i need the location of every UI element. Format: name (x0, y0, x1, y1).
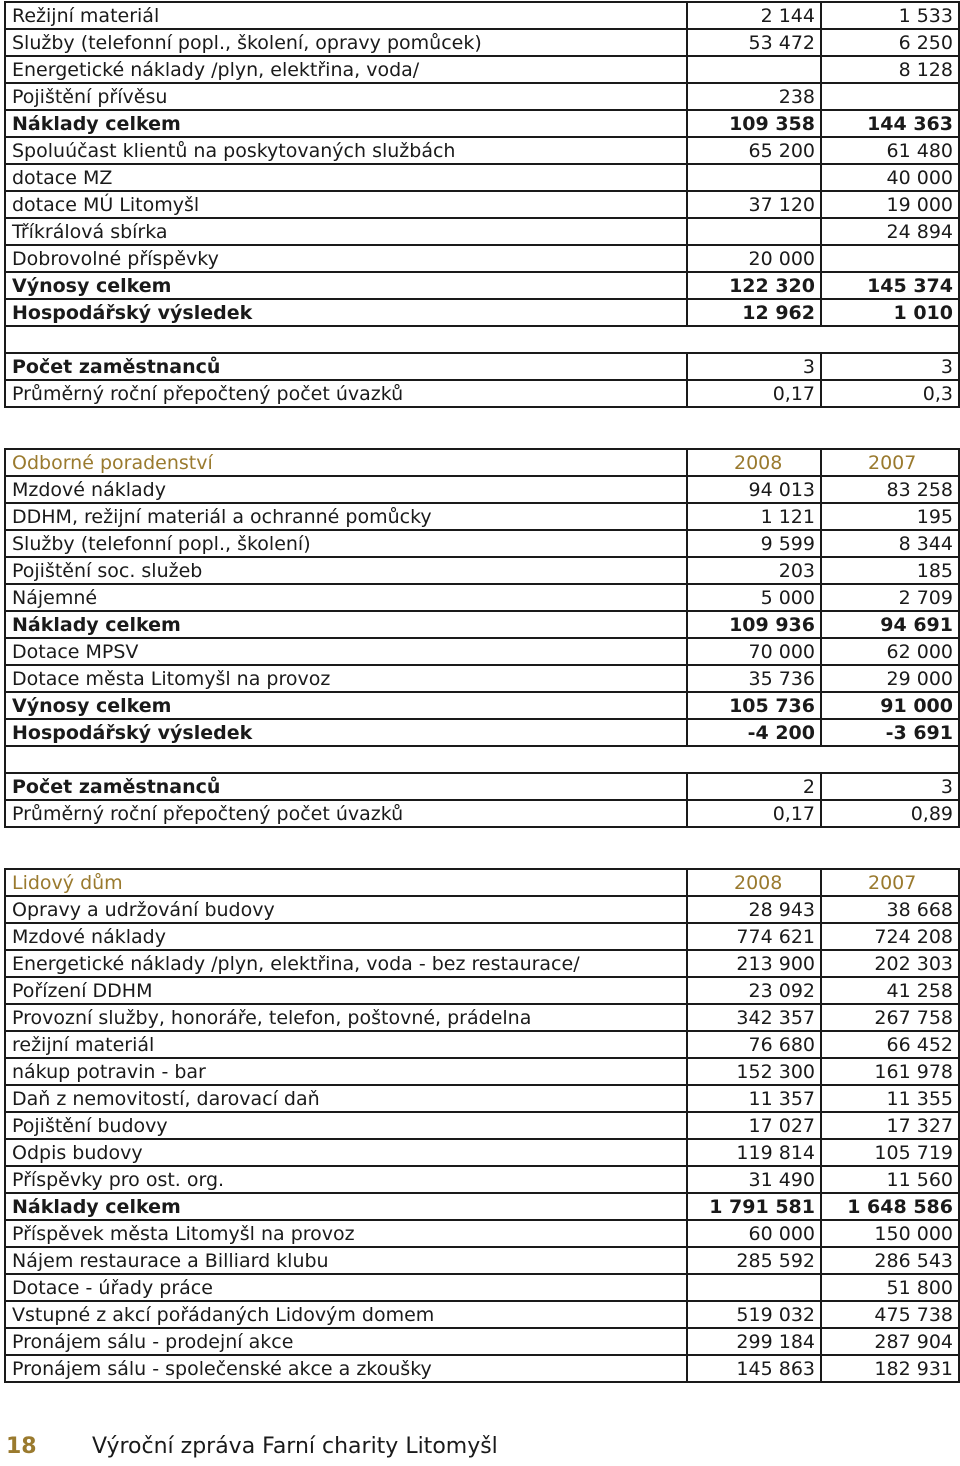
value-2008 (687, 164, 821, 191)
table-row (5, 530, 959, 557)
value-2007: 94 691 (821, 611, 959, 638)
value-2008: 285 592 (687, 1247, 821, 1274)
value-2008: 213 900 (687, 950, 821, 977)
value-2008: 53 472 (687, 29, 821, 56)
value-2007 (821, 83, 959, 110)
table-row (5, 923, 959, 950)
row-label: Režijní materiál (5, 2, 687, 29)
table-row (5, 1112, 959, 1139)
table-row (5, 110, 959, 137)
row-label: Provozní služby, honoráře, telefon, poštovné, prádelna (5, 1004, 687, 1031)
value-2007: 8 128 (821, 56, 959, 83)
value-2008: 238 (687, 83, 821, 110)
row-label: Průměrný roční přepočtený počet úvazků (5, 800, 687, 827)
value-2007: 161 978 (821, 1058, 959, 1085)
table-row (5, 1355, 959, 1382)
staff-summary (5, 326, 959, 407)
value-2007: 6 250 (821, 29, 959, 56)
value-2007: 8 344 (821, 530, 959, 557)
row-label: Energetické náklady /plyn, elektřina, voda - bez restaurace/ (5, 950, 687, 977)
value-2008: 70 000 (687, 638, 821, 665)
table-body (5, 476, 959, 746)
value-2007: 38 668 (821, 896, 959, 923)
table-row (5, 272, 959, 299)
row-label: Opravy a udržování budovy (5, 896, 687, 923)
row-label: Příspěvky pro ost. org. (5, 1166, 687, 1193)
row-label: DDHM, režijní materiál a ochranné pomůcky (5, 503, 687, 530)
row-label: Průměrný roční přepočtený počet úvazků (5, 380, 687, 407)
value-2008: 145 863 (687, 1355, 821, 1382)
value-2008: 299 184 (687, 1328, 821, 1355)
value-2007: 195 (821, 503, 959, 530)
publication-title: Výroční zpráva Farní charity Litomyšl (92, 1434, 498, 1459)
value-2008: 119 814 (687, 1139, 821, 1166)
value-2007: 3 (821, 773, 959, 800)
row-label: Daň z nemovitostí, darovací daň (5, 1085, 687, 1112)
value-2007: 24 894 (821, 218, 959, 245)
value-2007: 83 258 (821, 476, 959, 503)
table-row (5, 896, 959, 923)
value-2008: 37 120 (687, 191, 821, 218)
row-label: Pořízení DDHM (5, 977, 687, 1004)
table-row (5, 218, 959, 245)
table-row (5, 1247, 959, 1274)
value-2008: 0,17 (687, 380, 821, 407)
row-label: Spoluúčast klientů na poskytovaných službách (5, 137, 687, 164)
value-2007: 475 738 (821, 1301, 959, 1328)
table-row (5, 1058, 959, 1085)
table-row (5, 584, 959, 611)
row-label: Mzdové náklady (5, 476, 687, 503)
value-2008: 774 621 (687, 923, 821, 950)
row-label: Počet zaměstnanců (5, 353, 687, 380)
value-2008: 11 357 (687, 1085, 821, 1112)
table-row (5, 977, 959, 1004)
table-row (5, 503, 959, 530)
value-2008: 17 027 (687, 1112, 821, 1139)
row-label: Nájem restaurace a Billiard klubu (5, 1247, 687, 1274)
table-row (5, 164, 959, 191)
value-2008: 5 000 (687, 584, 821, 611)
table-row (5, 638, 959, 665)
table-body (5, 2, 959, 326)
value-2008: 65 200 (687, 137, 821, 164)
value-2007: 1 533 (821, 2, 959, 29)
value-2007: 202 303 (821, 950, 959, 977)
table-row (5, 83, 959, 110)
value-2008: 105 736 (687, 692, 821, 719)
table-row (5, 191, 959, 218)
table-row (5, 1328, 959, 1355)
value-2008: 28 943 (687, 896, 821, 923)
value-2008: 342 357 (687, 1004, 821, 1031)
row-label: Výnosy celkem (5, 692, 687, 719)
row-label: Počet zaměstnanců (5, 773, 687, 800)
table-row (5, 1166, 959, 1193)
value-2007: 41 258 (821, 977, 959, 1004)
value-2007: 182 931 (821, 1355, 959, 1382)
row-label: Dotace - úřady práce (5, 1274, 687, 1301)
year-2008-header: 2008 (687, 449, 821, 476)
row-label: Hospodářský výsledek (5, 719, 687, 746)
table-row (5, 245, 959, 272)
table-row (5, 1004, 959, 1031)
table-row (5, 719, 959, 746)
value-2007: 17 327 (821, 1112, 959, 1139)
value-2008: 3 (687, 353, 821, 380)
row-label: Odpis budovy (5, 1139, 687, 1166)
value-2007: 105 719 (821, 1139, 959, 1166)
value-2008: 2 144 (687, 2, 821, 29)
row-label: Dotace města Litomyšl na provoz (5, 665, 687, 692)
value-2007: 144 363 (821, 110, 959, 137)
row-label: Náklady celkem (5, 1193, 687, 1220)
table-lidovy-dum (4, 868, 960, 1383)
row-label: Energetické náklady /plyn, elektřina, voda/ (5, 56, 687, 83)
value-2007: 267 758 (821, 1004, 959, 1031)
value-2007: 66 452 (821, 1031, 959, 1058)
value-2007: 185 (821, 557, 959, 584)
table-row (5, 353, 959, 380)
table-row (5, 137, 959, 164)
row-label: dotace MZ (5, 164, 687, 191)
value-2008: 31 490 (687, 1166, 821, 1193)
table-row (5, 1274, 959, 1301)
table-row (5, 1085, 959, 1112)
staff-summary (5, 746, 959, 827)
spacer-row (5, 746, 959, 773)
value-2007: -3 691 (821, 719, 959, 746)
value-2008: 60 000 (687, 1220, 821, 1247)
value-2008: 9 599 (687, 530, 821, 557)
value-2008: 1 791 581 (687, 1193, 821, 1220)
value-2008: 152 300 (687, 1058, 821, 1085)
value-2007: 0,3 (821, 380, 959, 407)
value-2007: 1 010 (821, 299, 959, 326)
value-2007: 11 355 (821, 1085, 959, 1112)
value-2007: 0,89 (821, 800, 959, 827)
spacer-cell (5, 746, 959, 773)
value-2008 (687, 218, 821, 245)
row-label: Dotace MPSV (5, 638, 687, 665)
value-2008: 122 320 (687, 272, 821, 299)
section-header-row (5, 869, 959, 896)
value-2008: 109 358 (687, 110, 821, 137)
row-label: Pojištění soc. služeb (5, 557, 687, 584)
row-label: Pojištění budovy (5, 1112, 687, 1139)
row-label: Mzdové náklady (5, 923, 687, 950)
row-label: Výnosy celkem (5, 272, 687, 299)
row-label: nákup potravin - bar (5, 1058, 687, 1085)
row-label: Služby (telefonní popl., školení) (5, 530, 687, 557)
row-label: Hospodářský výsledek (5, 299, 687, 326)
value-2008: 0,17 (687, 800, 821, 827)
value-2007: 29 000 (821, 665, 959, 692)
value-2007: 145 374 (821, 272, 959, 299)
table-row (5, 1031, 959, 1058)
year-2007-header: 2007 (821, 869, 959, 896)
row-label: Pronájem sálu - společenské akce a zkoušky (5, 1355, 687, 1382)
value-2007: 150 000 (821, 1220, 959, 1247)
row-label: režijní materiál (5, 1031, 687, 1058)
table-row (5, 611, 959, 638)
table-row (5, 1193, 959, 1220)
table-row (5, 299, 959, 326)
section-title: Odborné poradenství (5, 449, 687, 476)
table-row (5, 380, 959, 407)
table-odborne-poradenstvi (4, 448, 960, 828)
value-2008 (687, 1274, 821, 1301)
value-2008: 1 121 (687, 503, 821, 530)
row-label: Nájemné (5, 584, 687, 611)
value-2007: 286 543 (821, 1247, 959, 1274)
value-2008: 2 (687, 773, 821, 800)
value-2007: 40 000 (821, 164, 959, 191)
value-2008: 94 013 (687, 476, 821, 503)
spacer-row (5, 326, 959, 353)
row-label: Dobrovolné příspěvky (5, 245, 687, 272)
table-row (5, 1301, 959, 1328)
table-row (5, 1139, 959, 1166)
table-row (5, 773, 959, 800)
year-2007-header: 2007 (821, 449, 959, 476)
value-2008: 519 032 (687, 1301, 821, 1328)
row-label: dotace MÚ Litomyšl (5, 191, 687, 218)
value-2008: 20 000 (687, 245, 821, 272)
value-2007: 51 800 (821, 1274, 959, 1301)
value-2007: 2 709 (821, 584, 959, 611)
spacer-cell (5, 326, 959, 353)
row-label: Služby (telefonní popl., školení, opravy pomůcek) (5, 29, 687, 56)
table-row (5, 800, 959, 827)
value-2008: 12 962 (687, 299, 821, 326)
table-row (5, 557, 959, 584)
row-label: Vstupné z akcí pořádaných Lidovým domem (5, 1301, 687, 1328)
value-2008: -4 200 (687, 719, 821, 746)
table-row (5, 29, 959, 56)
value-2007 (821, 245, 959, 272)
row-label: Pronájem sálu - prodejní akce (5, 1328, 687, 1355)
table-body (5, 896, 959, 1382)
value-2007: 3 (821, 353, 959, 380)
year-2008-header: 2008 (687, 869, 821, 896)
value-2007: 287 904 (821, 1328, 959, 1355)
value-2007: 724 208 (821, 923, 959, 950)
page-number: 18 (6, 1434, 37, 1459)
row-label: Tříkrálová sbírka (5, 218, 687, 245)
table-row (5, 692, 959, 719)
value-2007: 1 648 586 (821, 1193, 959, 1220)
row-label: Pojištění přívěsu (5, 83, 687, 110)
section-title: Lidový dům (5, 869, 687, 896)
value-2008: 23 092 (687, 977, 821, 1004)
value-2008: 35 736 (687, 665, 821, 692)
section-header-row (5, 449, 959, 476)
page-footer (6, 1434, 498, 1459)
row-label: Náklady celkem (5, 110, 687, 137)
row-label: Příspěvek města Litomyšl na provoz (5, 1220, 687, 1247)
value-2007: 61 480 (821, 137, 959, 164)
value-2007: 91 000 (821, 692, 959, 719)
table-row (5, 1220, 959, 1247)
row-label: Náklady celkem (5, 611, 687, 638)
value-2007: 19 000 (821, 191, 959, 218)
table-row (5, 56, 959, 83)
table-row (5, 665, 959, 692)
value-2008: 76 680 (687, 1031, 821, 1058)
value-2007: 62 000 (821, 638, 959, 665)
table-section-1 (4, 1, 960, 408)
value-2007: 11 560 (821, 1166, 959, 1193)
value-2008 (687, 56, 821, 83)
table-row (5, 476, 959, 503)
value-2008: 109 936 (687, 611, 821, 638)
table-row (5, 950, 959, 977)
value-2008: 203 (687, 557, 821, 584)
table-row (5, 2, 959, 29)
